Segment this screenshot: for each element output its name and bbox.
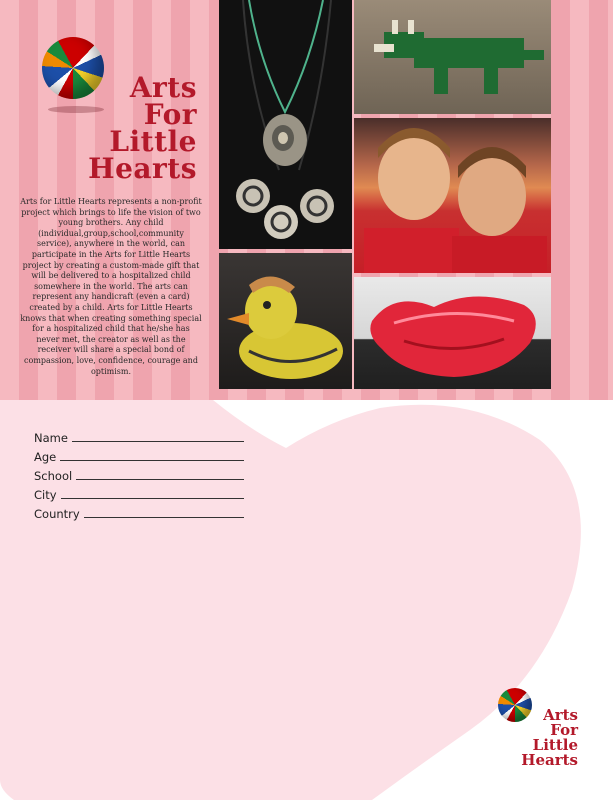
photo-necklace <box>219 0 352 249</box>
form-row-age <box>34 445 244 464</box>
footer-title-line-2: For <box>550 721 578 739</box>
form-row-country <box>34 502 244 521</box>
age-field-line[interactable] <box>60 460 244 461</box>
name-field-line[interactable] <box>72 441 244 442</box>
photo-lego-dinosaur <box>354 0 551 114</box>
form-row-name <box>34 426 244 445</box>
project-description: Arts for Little Hearts represents a non-profit project which brings to life the vision of two young brothers. Any child (individual,group,school,community service), anywhere in the world, can participate in the Arts for Little Hearts project by creating a custom-made gift that will be delivered to a hospitalized child somewhere in the world. The arts can represent any handicraft (even a card) created by a child. Arts for Little Hearts knows that when creating something special for a hospitalized child that he/she has never met, the creator as well as the receiver will share a special bond of compassion, love, confidence, courage and optimism. <box>20 197 202 376</box>
brand-title-line-4: Hearts <box>88 152 197 185</box>
footer-title-line-1: Arts <box>543 706 578 724</box>
brand-title-line-2: For <box>143 98 197 131</box>
photo-two-brothers <box>354 118 551 273</box>
form-row-city <box>34 483 244 502</box>
photo-ceramic-duck <box>219 253 352 389</box>
footer-logo <box>496 686 586 776</box>
form-label-name: Name <box>34 431 68 445</box>
city-field-line[interactable] <box>61 498 244 499</box>
footer-title-line-4: Hearts <box>521 751 578 769</box>
school-field-line[interactable] <box>76 479 244 480</box>
footer-title-line-3: Little <box>532 736 578 754</box>
brand-title-line-1: Arts <box>129 71 197 104</box>
form-label-country: Country <box>34 507 80 521</box>
footer-brand-title <box>506 708 578 768</box>
form-label-age: Age <box>34 450 57 464</box>
country-field-line[interactable] <box>84 517 244 518</box>
form-row-school <box>34 464 244 483</box>
brand-title <box>62 71 197 185</box>
form-label-school: School <box>34 469 73 483</box>
entry-form <box>34 426 244 521</box>
brand-title-line-3: Little <box>109 125 197 158</box>
form-label-city: City <box>34 488 57 502</box>
brand-panel <box>0 0 214 400</box>
photo-glass-bowl <box>354 277 551 389</box>
